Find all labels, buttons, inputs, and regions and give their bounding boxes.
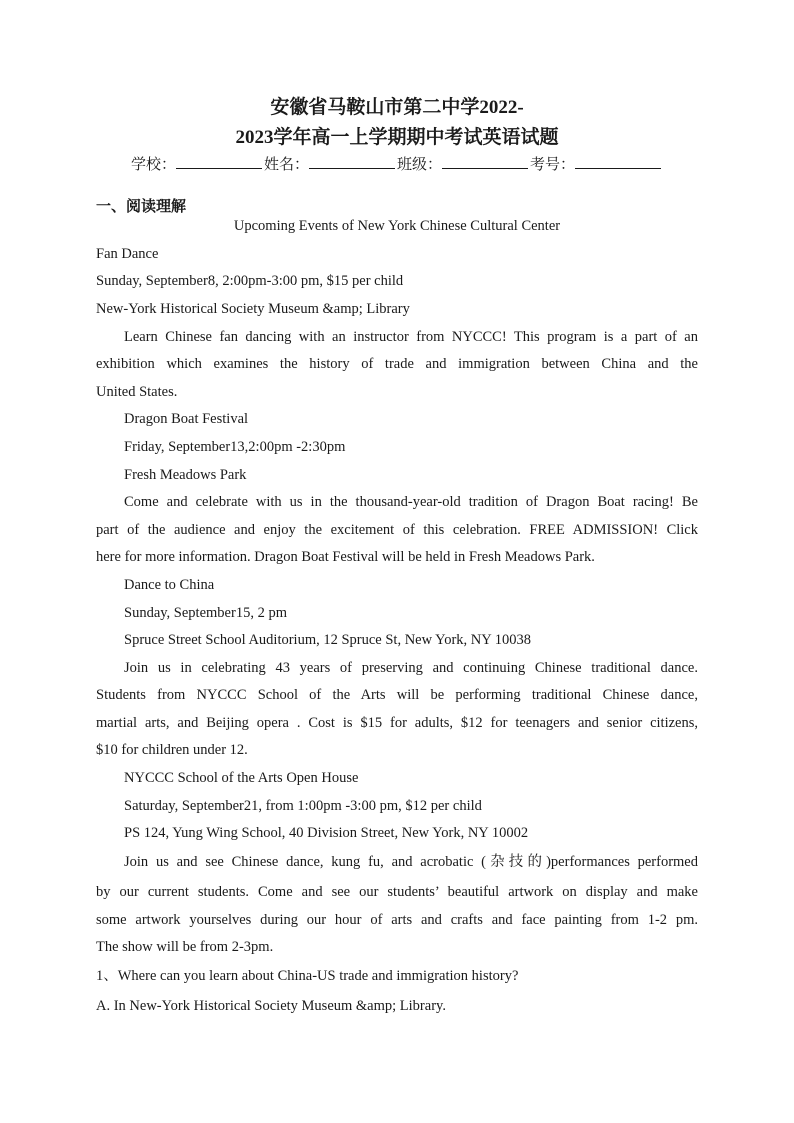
event-title: NYCCC School of the Arts Open House (124, 770, 359, 786)
paragraph-line: part of the audience and enjoy the excitement of this celebration. FREE ADMISSION! Click (96, 522, 698, 538)
paragraph-line: United States. (96, 384, 178, 400)
exam-title-line2: 2023学年高一上学期期中考试英语试题 (235, 127, 559, 148)
paragraph-line: Students from NYCCC School of the Arts will be performing traditional Chinese dance, (96, 687, 698, 703)
name-blank (309, 154, 395, 169)
student-info-row (0, 154, 794, 175)
event-date: Sunday, September15, 2 pm (124, 605, 287, 621)
paragraph-line: martial arts, and Beijing opera . Cost is $15 for adults, $12 for teenagers and senior citizens, (96, 715, 698, 731)
name-label: 姓名： (263, 157, 309, 173)
school-blank (176, 154, 262, 169)
event-title: Fan Dance (96, 246, 159, 262)
event-title: Dance to China (124, 577, 215, 593)
paragraph-line: Join us in celebrating 43 years of preserving and continuing Chinese traditional dance. (124, 660, 698, 676)
school-label: 学校： (130, 157, 176, 173)
section-title: 一、阅读理解 (96, 199, 187, 215)
number-label: 考号： (530, 157, 576, 173)
event-date: Sunday, September8, 2:00pm-3:00 pm, $15 per child (96, 273, 404, 289)
class-blank (442, 154, 528, 169)
paragraph-line: Join us and see Chinese dance, kung fu, and acrobatic (杂技的)performances performed (124, 854, 698, 870)
paragraph-line: exhibition which examines the history of trade and immigration between China and the (96, 356, 698, 372)
exam-title-line1: 安徽省马鞍山市第二中学2022- (270, 97, 524, 118)
event-location: Spruce Street School Auditorium, 12 Spruce St, New York, NY 10038 (124, 632, 532, 648)
event-title: Dragon Boat Festival (124, 411, 249, 427)
paragraph-line: here for more information. Dragon Boat Festival will be held in Fresh Meadows Park. (96, 549, 595, 565)
paragraph-line: $10 for children under 12. (96, 742, 248, 758)
event-date: Saturday, September21, from 1:00pm -3:00 pm, $12 per child (124, 798, 482, 814)
option-a: A. In New-York Historical Society Museum &amp; Library. (96, 998, 446, 1014)
paragraph-line: by our current students. Come and see our students’ beautiful artwork on display and make (96, 884, 698, 900)
passage-title: Upcoming Events of New York Chinese Cultural Center (233, 218, 561, 234)
class-label: 班级： (397, 157, 443, 173)
question-1: 1、Where can you learn about China-US trade and immigration history? (96, 968, 519, 984)
paragraph-line: Learn Chinese fan dancing with an instructor from NYCCC! This program is a part of an (124, 329, 698, 345)
event-location: PS 124, Yung Wing School, 40 Division Street, New York, NY 10002 (124, 825, 529, 841)
event-location: Fresh Meadows Park (124, 467, 247, 483)
number-blank (575, 154, 661, 169)
event-location: New-York Historical Society Museum &amp; Library (96, 301, 410, 317)
event-date: Friday, September13,2:00pm -2:30pm (124, 439, 346, 455)
paragraph-line: The show will be from 2-3pm. (96, 939, 274, 955)
paragraph-line: some artwork yourselves during our hour of arts and crafts and face painting from 1-2 pm. (96, 912, 698, 928)
paragraph-line: Come and celebrate with us in the thousand-year-old tradition of Dragon Boat racing! Be (124, 494, 698, 510)
